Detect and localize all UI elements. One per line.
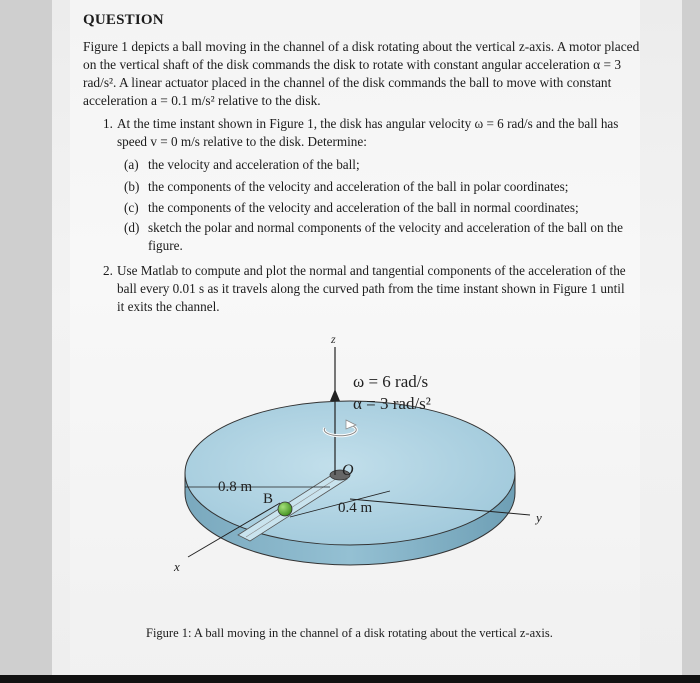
z-label: z: [331, 332, 336, 346]
ball-label: B: [263, 491, 274, 507]
sub-item-label: (d): [124, 220, 140, 235]
sub-item-a: [124, 156, 624, 174]
sub-item-label: (a): [124, 157, 139, 172]
sub-item-text: the components of the velocity and acceleration of the ball in polar coordinates;: [148, 179, 569, 194]
question-1-number: 1.: [103, 116, 113, 131]
sub-item-c: [124, 199, 624, 217]
alpha-label: α = 3 rad/s²: [353, 394, 431, 413]
problem-intro: Figure 1 depicts a ball moving in the channel of a disk rotating about the vertical z-axis. A motor placed on the vertical shaft of the disk commands the disk to rotate with constant angular acceleration α = 3 rad/s². A linear actuator placed in the channel of the disk commands the ball to move with constant acceleration a = 0.1 m/s² relative to the disk.: [83, 39, 640, 108]
disk-figure: [160, 325, 580, 585]
sub-item-label: (c): [124, 200, 139, 215]
question-1-text: At the time instant shown in Figure 1, the disk has angular velocity ω = 6 rad/s and the ball has speed v = 0 m/s relative to the disk. Determine:: [117, 116, 619, 149]
sub-item-label: (b): [124, 179, 140, 194]
sub-item-b: [124, 178, 624, 196]
y-label: y: [536, 510, 542, 525]
question-2-text: Use Matlab to compute and plot the normal and tangential components of the acceleration of the ball every 0.01 s as it travels along the curved path from the time instant shown in Figure 1 until it exits the channel.: [117, 263, 626, 314]
sub-item-text: the velocity and acceleration of the ball;: [148, 157, 360, 172]
omega-label: ω = 6 rad/s: [353, 372, 429, 391]
ball: [278, 502, 292, 516]
figure-caption: Figure 1: A ball moving in the channel of a disk rotating about the vertical z-axis.: [146, 626, 553, 640]
question-1: [103, 115, 633, 151]
question-2-number: 2.: [103, 263, 113, 278]
sub-item-d: [124, 219, 624, 255]
origin-label: O: [342, 462, 354, 479]
question-heading: QUESTION: [83, 12, 164, 28]
bottom-edge: [0, 675, 700, 683]
sub-item-text: sketch the polar and normal components of the velocity and acceleration of the ball on the figure.: [148, 220, 623, 253]
x-label: x: [174, 559, 180, 574]
sub-item-text: the components of the velocity and acceleration of the ball in normal coordinates;: [148, 200, 579, 215]
distance-0-4-label: 0.4 m: [338, 500, 373, 516]
distance-0-8-label: 0.8 m: [218, 479, 253, 495]
question-2: [103, 262, 633, 316]
omega-arrow: [330, 389, 340, 401]
